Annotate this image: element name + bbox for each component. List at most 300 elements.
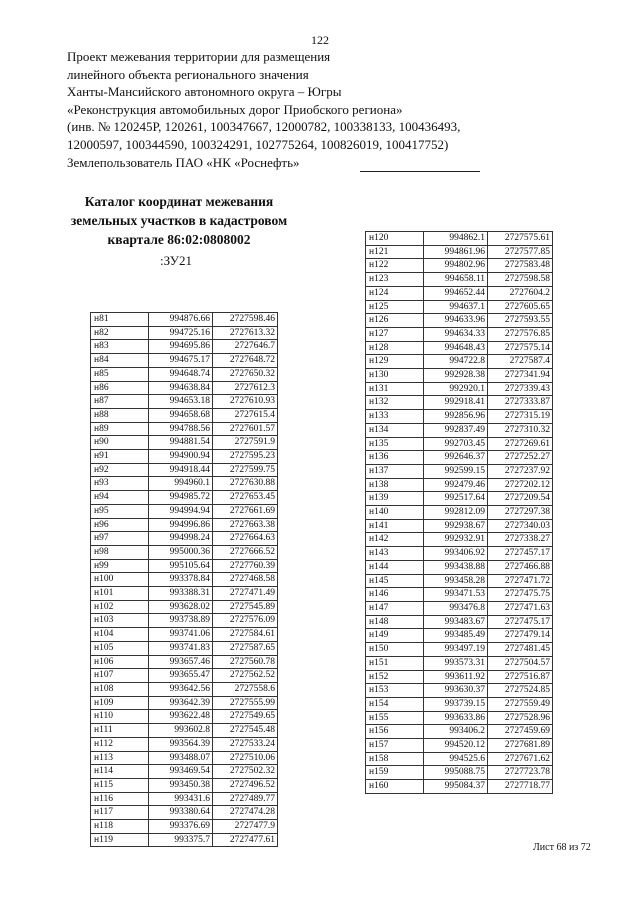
x-coordinate-cell: 993380.64 <box>149 806 213 820</box>
point-id-cell: н156 <box>366 725 424 739</box>
table-row <box>91 587 278 601</box>
y-coordinate-cell: 2727549.65 <box>213 710 278 724</box>
x-coordinate-cell: 992918.41 <box>424 396 488 410</box>
table-row <box>91 724 278 738</box>
x-coordinate-cell: 993573.31 <box>424 656 488 670</box>
table-row <box>91 696 278 710</box>
table-row <box>91 751 278 765</box>
point-id-cell: н115 <box>91 778 149 792</box>
table-row <box>366 533 553 547</box>
point-id-cell: н126 <box>366 314 424 328</box>
y-coordinate-cell: 2727666.52 <box>213 545 278 559</box>
x-coordinate-cell: 994985.72 <box>149 491 213 505</box>
x-coordinate-cell: 993497.19 <box>424 643 488 657</box>
x-coordinate-cell: 994675.17 <box>149 354 213 368</box>
y-coordinate-cell: 2727587.65 <box>213 641 278 655</box>
table-row <box>91 628 278 642</box>
point-id-cell: н92 <box>91 463 149 477</box>
x-coordinate-cell: 993738.89 <box>149 614 213 628</box>
table-row <box>366 355 553 369</box>
y-coordinate-cell: 2727510.06 <box>213 751 278 765</box>
table-row <box>91 504 278 518</box>
x-coordinate-cell: 993642.56 <box>149 682 213 696</box>
point-id-cell: н108 <box>91 682 149 696</box>
table-row <box>366 492 553 506</box>
table-row <box>91 614 278 628</box>
y-coordinate-cell: 2727723.78 <box>488 766 553 780</box>
y-coordinate-cell: 2727338.27 <box>488 533 553 547</box>
point-id-cell: н147 <box>366 601 424 615</box>
point-id-cell: н120 <box>366 232 424 246</box>
table-row <box>91 340 278 354</box>
header-line: 12000597, 100344590, 100324291, 102775264, 100826019, 100417752) <box>67 136 449 152</box>
point-id-cell: н121 <box>366 245 424 259</box>
y-coordinate-cell: 2727559.49 <box>488 697 553 711</box>
x-coordinate-cell: 994788.56 <box>149 422 213 436</box>
table-row <box>366 437 553 451</box>
y-coordinate-cell: 2727760.39 <box>213 559 278 573</box>
table-row <box>91 573 278 587</box>
y-coordinate-cell: 2727591.9 <box>213 436 278 450</box>
table-row <box>91 395 278 409</box>
y-coordinate-cell: 2727577.85 <box>488 245 553 259</box>
y-coordinate-cell: 2727661.69 <box>213 504 278 518</box>
x-coordinate-cell: 993483.67 <box>424 615 488 629</box>
table-row <box>91 682 278 696</box>
x-coordinate-cell: 994876.66 <box>149 313 213 327</box>
header-line: Ханты-Мансийского автономного округа – Югры <box>67 84 342 100</box>
point-id-cell: н135 <box>366 437 424 451</box>
y-coordinate-cell: 2727630.88 <box>213 477 278 491</box>
point-id-cell: н103 <box>91 614 149 628</box>
x-coordinate-cell: 994862.1 <box>424 232 488 246</box>
x-coordinate-cell: 993611.92 <box>424 670 488 684</box>
y-coordinate-cell: 2727333.87 <box>488 396 553 410</box>
y-coordinate-cell: 2727576.85 <box>488 327 553 341</box>
point-id-cell: н111 <box>91 724 149 738</box>
y-coordinate-cell: 2727650.32 <box>213 367 278 381</box>
y-coordinate-cell: 2727664.63 <box>213 532 278 546</box>
y-coordinate-cell: 2727604.2 <box>488 286 553 300</box>
point-id-cell: н149 <box>366 629 424 643</box>
x-coordinate-cell: 993376.69 <box>149 820 213 834</box>
x-coordinate-cell: 993375.7 <box>149 833 213 847</box>
table-row <box>366 327 553 341</box>
point-id-cell: н148 <box>366 615 424 629</box>
x-coordinate-cell: 994998.24 <box>149 532 213 546</box>
table-row <box>91 518 278 532</box>
point-id-cell: н129 <box>366 355 424 369</box>
point-id-cell: н91 <box>91 450 149 464</box>
point-id-cell: н160 <box>366 780 424 794</box>
table-row <box>366 232 553 246</box>
point-id-cell: н99 <box>91 559 149 573</box>
x-coordinate-cell: 994900.94 <box>149 450 213 464</box>
coordinates-table-right <box>365 231 553 794</box>
x-coordinate-cell: 993602.8 <box>149 724 213 738</box>
y-coordinate-cell: 2727209.54 <box>488 492 553 506</box>
table-row <box>366 629 553 643</box>
y-coordinate-cell: 2727576.09 <box>213 614 278 628</box>
catalog-title-line: земельных участков в кадастровом <box>70 213 288 228</box>
y-coordinate-cell: 2727471.49 <box>213 587 278 601</box>
parcel-label: :ЗУ21 <box>160 253 193 268</box>
y-coordinate-cell: 2727475.17 <box>488 615 553 629</box>
header-line: Проект межевания территории для размещения <box>67 49 331 64</box>
y-coordinate-cell: 2727481.45 <box>488 643 553 657</box>
table-row <box>91 820 278 834</box>
point-id-cell: н137 <box>366 464 424 478</box>
x-coordinate-cell: 992646.37 <box>424 451 488 465</box>
table-row <box>91 408 278 422</box>
x-coordinate-cell: 992837.49 <box>424 423 488 437</box>
point-id-cell: н117 <box>91 806 149 820</box>
x-coordinate-cell: 993655.47 <box>149 669 213 683</box>
x-coordinate-cell: 995105.64 <box>149 559 213 573</box>
y-coordinate-cell: 2727479.14 <box>488 629 553 643</box>
point-id-cell: н87 <box>91 395 149 409</box>
point-id-cell: н88 <box>91 408 149 422</box>
y-coordinate-cell: 2727583.48 <box>488 259 553 273</box>
point-id-cell: н142 <box>366 533 424 547</box>
table-row <box>366 615 553 629</box>
land-user: Землепользователь ПАО «НК «Роснефть» <box>67 155 300 170</box>
point-id-cell: н130 <box>366 369 424 383</box>
x-coordinate-cell: 992703.45 <box>424 437 488 451</box>
table-row <box>91 641 278 655</box>
project-header <box>67 48 547 154</box>
y-coordinate-cell: 2727252.27 <box>488 451 553 465</box>
y-coordinate-cell: 2727587.4 <box>488 355 553 369</box>
table-row <box>91 463 278 477</box>
x-coordinate-cell: 992812.09 <box>424 506 488 520</box>
x-coordinate-cell: 993476.8 <box>424 601 488 615</box>
y-coordinate-cell: 2727528.96 <box>488 711 553 725</box>
point-id-cell: н122 <box>366 259 424 273</box>
y-coordinate-cell: 2727598.46 <box>213 313 278 327</box>
y-coordinate-cell: 2727310.32 <box>488 423 553 437</box>
table-row <box>91 806 278 820</box>
x-coordinate-cell: 993741.06 <box>149 628 213 642</box>
table-row <box>366 478 553 492</box>
x-coordinate-cell: 993469.54 <box>149 765 213 779</box>
x-coordinate-cell: 994653.18 <box>149 395 213 409</box>
point-id-cell: н124 <box>366 286 424 300</box>
point-id-cell: н93 <box>91 477 149 491</box>
x-coordinate-cell: 994634.33 <box>424 327 488 341</box>
point-id-cell: н110 <box>91 710 149 724</box>
x-coordinate-cell: 993458.28 <box>424 574 488 588</box>
point-id-cell: н158 <box>366 752 424 766</box>
table-row <box>366 697 553 711</box>
table-row <box>366 519 553 533</box>
y-coordinate-cell: 2727555.99 <box>213 696 278 710</box>
x-coordinate-cell: 994960.1 <box>149 477 213 491</box>
y-coordinate-cell: 2727466.88 <box>488 560 553 574</box>
catalog-title-line: квартале 86:02:0808002 <box>107 232 251 247</box>
x-coordinate-cell: 994637.1 <box>424 300 488 314</box>
point-id-cell: н84 <box>91 354 149 368</box>
point-id-cell: н150 <box>366 643 424 657</box>
x-coordinate-cell: 994861.96 <box>424 245 488 259</box>
table-row <box>366 396 553 410</box>
x-coordinate-cell: 994520.12 <box>424 739 488 753</box>
x-coordinate-cell: 993450.38 <box>149 778 213 792</box>
point-id-cell: н96 <box>91 518 149 532</box>
point-id-cell: н97 <box>91 532 149 546</box>
catalog-title <box>66 192 292 249</box>
table-row <box>366 451 553 465</box>
table-row <box>91 354 278 368</box>
y-coordinate-cell: 2727524.85 <box>488 684 553 698</box>
x-coordinate-cell: 994525.6 <box>424 752 488 766</box>
point-id-cell: н159 <box>366 766 424 780</box>
table-row <box>91 436 278 450</box>
x-coordinate-cell: 994918.44 <box>149 463 213 477</box>
coordinates-table-left <box>90 312 278 847</box>
table-row <box>366 245 553 259</box>
page-number: 122 <box>311 33 329 47</box>
y-coordinate-cell: 2727315.19 <box>488 410 553 424</box>
table-row <box>366 300 553 314</box>
point-id-cell: н104 <box>91 628 149 642</box>
x-coordinate-cell: 994695.86 <box>149 340 213 354</box>
x-coordinate-cell: 994638.84 <box>149 381 213 395</box>
y-coordinate-cell: 2727595.23 <box>213 450 278 464</box>
table-row <box>366 506 553 520</box>
x-coordinate-cell: 993657.46 <box>149 655 213 669</box>
table-row <box>366 423 553 437</box>
y-coordinate-cell: 2727340.03 <box>488 519 553 533</box>
table-row <box>91 778 278 792</box>
y-coordinate-cell: 2727605.65 <box>488 300 553 314</box>
y-coordinate-cell: 2727297.38 <box>488 506 553 520</box>
y-coordinate-cell: 2727471.63 <box>488 601 553 615</box>
x-coordinate-cell: 993642.39 <box>149 696 213 710</box>
y-coordinate-cell: 2727474.28 <box>213 806 278 820</box>
x-coordinate-cell: 993378.84 <box>149 573 213 587</box>
table-row <box>91 833 278 847</box>
x-coordinate-cell: 992932.91 <box>424 533 488 547</box>
x-coordinate-cell: 995084.37 <box>424 780 488 794</box>
x-coordinate-cell: 993406.2 <box>424 725 488 739</box>
point-id-cell: н136 <box>366 451 424 465</box>
point-id-cell: н128 <box>366 341 424 355</box>
y-coordinate-cell: 2727575.14 <box>488 341 553 355</box>
x-coordinate-cell: 994994.94 <box>149 504 213 518</box>
y-coordinate-cell: 2727681.89 <box>488 739 553 753</box>
x-coordinate-cell: 992920.1 <box>424 382 488 396</box>
x-coordinate-cell: 992928.38 <box>424 369 488 383</box>
point-id-cell: н125 <box>366 300 424 314</box>
x-coordinate-cell: 992517.64 <box>424 492 488 506</box>
table-row <box>91 367 278 381</box>
point-id-cell: н127 <box>366 327 424 341</box>
table-row <box>366 588 553 602</box>
x-coordinate-cell: 993741.83 <box>149 641 213 655</box>
table-row <box>366 643 553 657</box>
y-coordinate-cell: 2727459.69 <box>488 725 553 739</box>
x-coordinate-cell: 993628.02 <box>149 600 213 614</box>
x-coordinate-cell: 995000.36 <box>149 545 213 559</box>
table-row <box>91 450 278 464</box>
y-coordinate-cell: 2727562.52 <box>213 669 278 683</box>
y-coordinate-cell: 2727584.61 <box>213 628 278 642</box>
sheet-info: Лист 68 из 72 <box>533 842 591 853</box>
y-coordinate-cell: 2727671.62 <box>488 752 553 766</box>
y-coordinate-cell: 2727269.61 <box>488 437 553 451</box>
y-coordinate-cell: 2727477.9 <box>213 820 278 834</box>
x-coordinate-cell: 992599.15 <box>424 464 488 478</box>
y-coordinate-cell: 2727545.89 <box>213 600 278 614</box>
x-coordinate-cell: 993438.88 <box>424 560 488 574</box>
point-id-cell: н109 <box>91 696 149 710</box>
point-id-cell: н132 <box>366 396 424 410</box>
table-row <box>366 369 553 383</box>
x-coordinate-cell: 993622.48 <box>149 710 213 724</box>
y-coordinate-cell: 2727533.24 <box>213 737 278 751</box>
y-coordinate-cell: 2727599.75 <box>213 463 278 477</box>
y-coordinate-cell: 2727339.43 <box>488 382 553 396</box>
table-row <box>366 259 553 273</box>
point-id-cell: н114 <box>91 765 149 779</box>
point-id-cell: н98 <box>91 545 149 559</box>
x-coordinate-cell: 993485.49 <box>424 629 488 643</box>
table-row <box>366 656 553 670</box>
point-id-cell: н134 <box>366 423 424 437</box>
table-row <box>91 669 278 683</box>
point-id-cell: н83 <box>91 340 149 354</box>
y-coordinate-cell: 2727341.94 <box>488 369 553 383</box>
y-coordinate-cell: 2727496.52 <box>213 778 278 792</box>
x-coordinate-cell: 995088.75 <box>424 766 488 780</box>
x-coordinate-cell: 992938.67 <box>424 519 488 533</box>
y-coordinate-cell: 2727502.32 <box>213 765 278 779</box>
table-row <box>91 422 278 436</box>
table-row <box>366 711 553 725</box>
point-id-cell: н95 <box>91 504 149 518</box>
x-coordinate-cell: 994996.86 <box>149 518 213 532</box>
point-id-cell: н102 <box>91 600 149 614</box>
point-id-cell: н153 <box>366 684 424 698</box>
table-row <box>366 286 553 300</box>
table-row <box>366 752 553 766</box>
x-coordinate-cell: 994648.43 <box>424 341 488 355</box>
point-id-cell: н85 <box>91 367 149 381</box>
x-coordinate-cell: 992479.46 <box>424 478 488 492</box>
table-row <box>366 273 553 287</box>
point-id-cell: н144 <box>366 560 424 574</box>
table-row <box>91 381 278 395</box>
header-line: «Реконструкция автомобильных дорог Приобского региона» <box>67 101 403 117</box>
x-coordinate-cell: 992856.96 <box>424 410 488 424</box>
table-row <box>91 532 278 546</box>
catalog-title-line: Каталог координат межевания <box>84 194 274 209</box>
point-id-cell: н123 <box>366 273 424 287</box>
y-coordinate-cell: 2727653.45 <box>213 491 278 505</box>
x-coordinate-cell: 993630.37 <box>424 684 488 698</box>
table-row <box>91 477 278 491</box>
y-coordinate-cell: 2727457.17 <box>488 547 553 561</box>
point-id-cell: н140 <box>366 506 424 520</box>
x-coordinate-cell: 994722.8 <box>424 355 488 369</box>
table-row <box>366 684 553 698</box>
y-coordinate-cell: 2727504.57 <box>488 656 553 670</box>
x-coordinate-cell: 994802.96 <box>424 259 488 273</box>
table-row <box>366 574 553 588</box>
y-coordinate-cell: 2727612.3 <box>213 381 278 395</box>
point-id-cell: н112 <box>91 737 149 751</box>
x-coordinate-cell: 994652.44 <box>424 286 488 300</box>
y-coordinate-cell: 2727202.12 <box>488 478 553 492</box>
table-row <box>91 313 278 327</box>
point-id-cell: н100 <box>91 573 149 587</box>
table-row <box>366 725 553 739</box>
table-row <box>91 600 278 614</box>
point-id-cell: н107 <box>91 669 149 683</box>
table-row <box>366 341 553 355</box>
table-row <box>91 710 278 724</box>
point-id-cell: н143 <box>366 547 424 561</box>
point-id-cell: н82 <box>91 326 149 340</box>
table-row <box>366 382 553 396</box>
x-coordinate-cell: 993633.86 <box>424 711 488 725</box>
table-row <box>366 739 553 753</box>
table-row <box>91 559 278 573</box>
table-row <box>366 670 553 684</box>
y-coordinate-cell: 2727610.93 <box>213 395 278 409</box>
table-row <box>366 601 553 615</box>
point-id-cell: н141 <box>366 519 424 533</box>
x-coordinate-cell: 994648.74 <box>149 367 213 381</box>
x-coordinate-cell: 993431.6 <box>149 792 213 806</box>
point-id-cell: н116 <box>91 792 149 806</box>
table-row <box>366 547 553 561</box>
point-id-cell: н146 <box>366 588 424 602</box>
x-coordinate-cell: 994658.68 <box>149 408 213 422</box>
table-row <box>91 655 278 669</box>
point-id-cell: н157 <box>366 739 424 753</box>
y-coordinate-cell: 2727475.75 <box>488 588 553 602</box>
y-coordinate-cell: 2727545.48 <box>213 724 278 738</box>
point-id-cell: н106 <box>91 655 149 669</box>
table-row <box>366 560 553 574</box>
x-coordinate-cell: 993739.15 <box>424 697 488 711</box>
table-row <box>91 326 278 340</box>
point-id-cell: н105 <box>91 641 149 655</box>
point-id-cell: н154 <box>366 697 424 711</box>
point-id-cell: н119 <box>91 833 149 847</box>
y-coordinate-cell: 2727615.4 <box>213 408 278 422</box>
table-row <box>366 464 553 478</box>
point-id-cell: н155 <box>366 711 424 725</box>
y-coordinate-cell: 2727648.72 <box>213 354 278 368</box>
point-id-cell: н94 <box>91 491 149 505</box>
y-coordinate-cell: 2727593.55 <box>488 314 553 328</box>
table-row <box>366 314 553 328</box>
point-id-cell: н81 <box>91 313 149 327</box>
table-row <box>366 766 553 780</box>
x-coordinate-cell: 993564.39 <box>149 737 213 751</box>
x-coordinate-cell: 993488.07 <box>149 751 213 765</box>
point-id-cell: н86 <box>91 381 149 395</box>
point-id-cell: н89 <box>91 422 149 436</box>
y-coordinate-cell: 2727646.7 <box>213 340 278 354</box>
y-coordinate-cell: 2727663.38 <box>213 518 278 532</box>
point-id-cell: н113 <box>91 751 149 765</box>
table-row <box>91 491 278 505</box>
table-row <box>91 545 278 559</box>
